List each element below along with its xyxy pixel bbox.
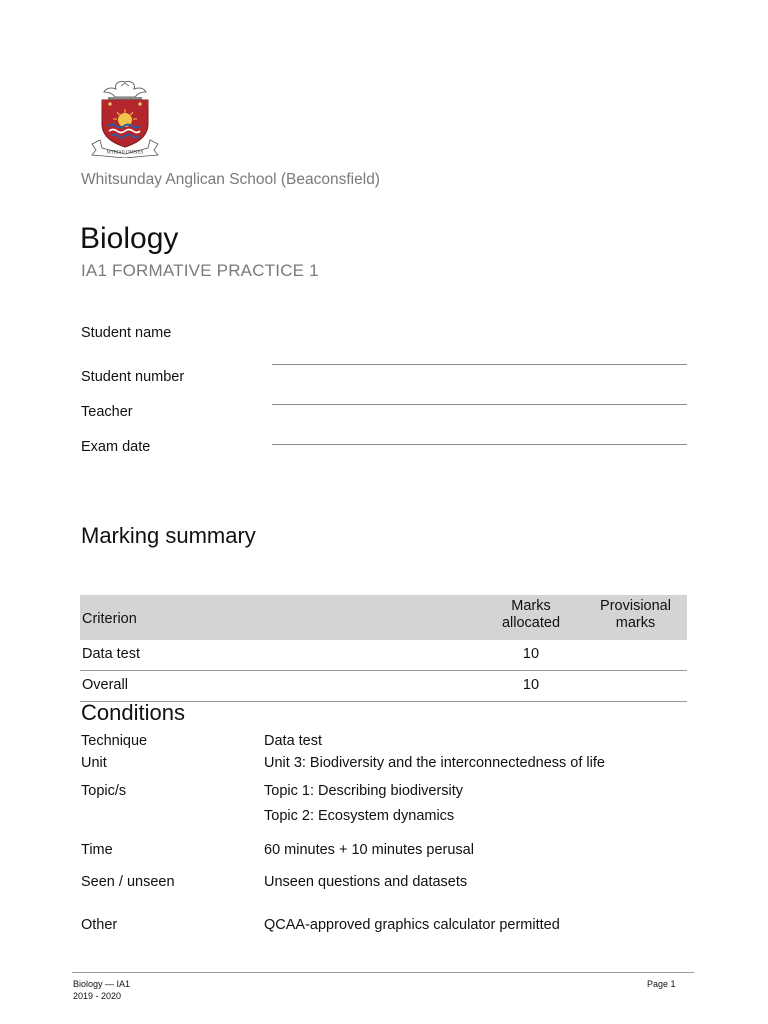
student-name-label: Student name xyxy=(81,325,172,341)
row-allocated: 10 xyxy=(522,677,540,693)
teacher-label: Teacher xyxy=(81,404,133,420)
exam-date-label: Exam date xyxy=(81,439,151,455)
row-criterion: Overall xyxy=(82,677,128,693)
condition-label-technique: Technique xyxy=(81,733,148,749)
marking-summary-table xyxy=(80,595,687,702)
col-marks-allocated: Marks allocated xyxy=(501,598,561,631)
subject-title: Biology xyxy=(80,222,179,255)
school-crest-logo xyxy=(88,78,162,158)
condition-value-other: QCAA-approved graphics calculator permitted xyxy=(264,917,560,933)
condition-value-unit: Unit 3: Biodiversity and the interconnectedness of life xyxy=(264,755,605,771)
condition-value-seen: Unseen questions and datasets xyxy=(264,874,468,890)
footer-page-number: Page 1 xyxy=(647,979,676,989)
condition-value-topic-1: Topic 1: Describing biodiversity xyxy=(264,783,464,799)
crest-motto: MYRIAD OMNES xyxy=(106,149,144,155)
footer-year: 2019 - 2020 xyxy=(73,991,122,1001)
school-name: Whitsunday Anglican School (Beaconsfield) xyxy=(81,171,380,188)
table-row xyxy=(80,640,687,671)
crest-icon xyxy=(88,78,162,158)
row-criterion: Data test xyxy=(82,646,141,662)
student-number-label: Student number xyxy=(81,369,185,385)
condition-label-other: Other xyxy=(81,917,118,933)
condition-label-topics: Topic/s xyxy=(81,783,127,799)
marking-summary-heading: Marking summary xyxy=(81,523,256,548)
student-name-line[interactable] xyxy=(272,364,687,365)
condition-value-technique: Data test xyxy=(264,733,323,749)
row-allocated: 10 xyxy=(522,646,540,662)
condition-label-time: Time xyxy=(81,842,113,858)
condition-value-time: 60 minutes + 10 minutes perusal xyxy=(264,842,474,858)
footer-divider xyxy=(72,972,694,973)
col-provisional-marks: Provisional marks xyxy=(600,598,671,631)
student-number-line[interactable] xyxy=(272,404,687,405)
condition-label-unit: Unit xyxy=(81,755,107,771)
table-header xyxy=(80,595,687,640)
footer-subject: Biology — IA1 xyxy=(73,979,131,989)
conditions-heading: Conditions xyxy=(81,700,185,725)
table-row xyxy=(80,671,687,702)
col-criterion: Criterion xyxy=(82,611,137,627)
assessment-title: IA1 FORMATIVE PRACTICE 1 xyxy=(81,261,319,280)
condition-label-seen: Seen / unseen xyxy=(81,874,175,890)
condition-value-topic-2: Topic 2: Ecosystem dynamics xyxy=(264,808,455,824)
teacher-line[interactable] xyxy=(272,444,687,445)
